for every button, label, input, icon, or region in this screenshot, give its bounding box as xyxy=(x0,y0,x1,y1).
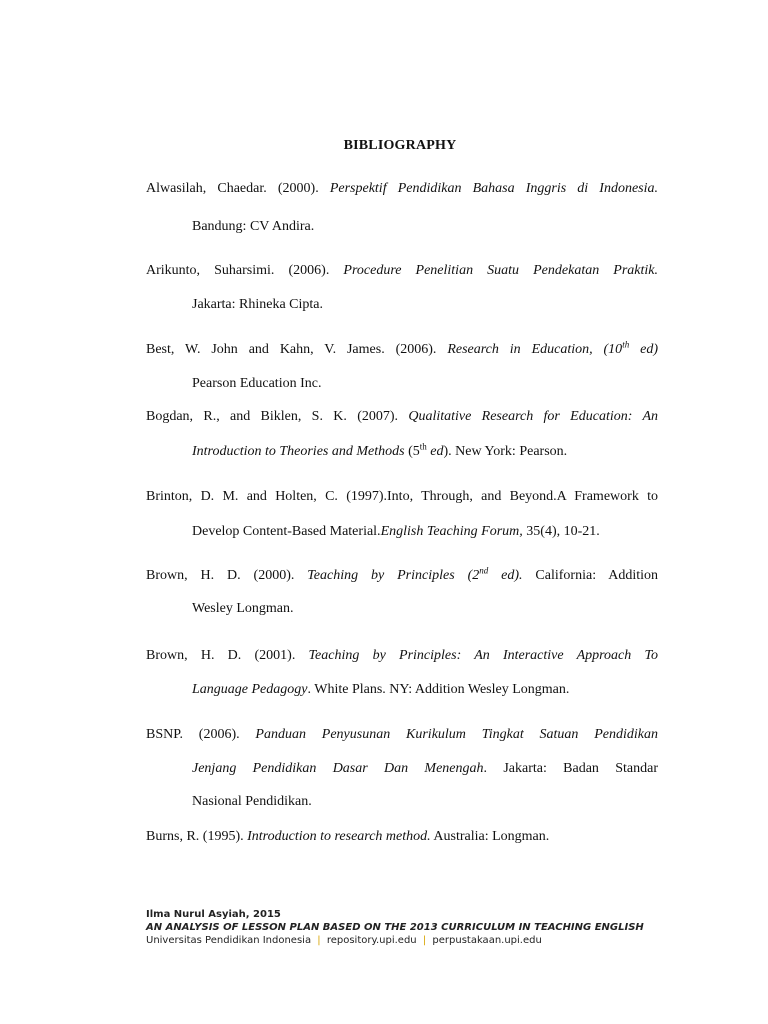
bib-entry-bsnp-cont: Jenjang Pendidikan Dasar Dan Menengah. Jakarta: Badan Standar xyxy=(192,761,658,776)
bib-entry-burns: Burns, R. (1995). Introduction to research method. Australia: Longman. xyxy=(146,829,550,844)
bib-entry-bogdan xyxy=(146,408,658,426)
bib-entry-arikunto-cont: Jakarta: Rhineka Cipta. xyxy=(192,297,324,312)
entry-author-year: Bogdan, R., and Biklen, S. K. (2007). xyxy=(146,409,409,424)
footer-repository-link[interactable]: repository.upi.edu xyxy=(326,935,417,946)
bib-entry-bsnp-cont2: Nasional Pendidikan. xyxy=(192,794,312,809)
bib-entry-alwasilah xyxy=(146,180,658,198)
entry-title: Procedure Penelitian Suatu Pendekatan Praktik. xyxy=(343,263,658,278)
entry-title: Research in Education, (10th ed) xyxy=(447,339,658,357)
page-footer xyxy=(146,908,644,947)
bib-entry-brown-2001 xyxy=(146,647,658,665)
bib-entry-alwasilah-cont: Bandung: CV Andira. xyxy=(192,219,315,234)
entry-title: Teaching by Principles: An Interactive Approach To xyxy=(308,648,658,663)
entry-author-year: Best, W. John and Kahn, V. James. (2006). xyxy=(146,342,448,357)
footer-author: Ilma Nurul Asyiah, 2015 xyxy=(146,909,281,920)
bib-entry-brinton-cont: Develop Content-Based Material.English Teaching Forum, 35(4), 10-21. xyxy=(192,524,600,539)
entry-title: Perspektif Pendidikan Bahasa Inggris di Indonesia. xyxy=(329,181,658,196)
entry-title: Panduan Penyusunan Kurikulum Tingkat Satuan Pendidikan xyxy=(255,727,658,742)
entry-author-year: BSNP. (2006). xyxy=(146,727,256,742)
footer-thesis-title: AN ANALYSIS OF LESSON PLAN BASED ON THE 2013 CURRICULUM IN TEACHING ENGLISH xyxy=(146,922,644,933)
footer-links xyxy=(146,934,644,947)
bib-entry-brown-2000-cont: Wesley Longman. xyxy=(192,601,294,616)
bib-entry-brown-2001-cont: Language Pedagogy. White Plans. NY: Addition Wesley Longman. xyxy=(192,682,570,697)
footer-separator: | xyxy=(422,935,427,946)
entry-author-year: Arikunto, Suharsimi. (2006). xyxy=(146,263,344,278)
footer-university: Universitas Pendidikan Indonesia xyxy=(146,935,312,946)
entry-author-year: Alwasilah, Chaedar. (2000). xyxy=(146,181,330,196)
entry-title: Qualitative Research for Education: An xyxy=(408,409,658,424)
bib-entry-bsnp xyxy=(146,726,658,744)
bib-entry-brown-2000: Brown, H. D. (2000). Teaching by Principles (2nd ed). California: Addition xyxy=(146,565,658,583)
entry-author-year: Brown, H. D. (2000). xyxy=(146,568,308,583)
bib-entry-best-cont: Pearson Education Inc. xyxy=(192,376,322,391)
bib-entry-bogdan-cont: Introduction to Theories and Methods (5th ed). New York: Pearson. xyxy=(192,441,568,459)
footer-library-link[interactable]: perpustakaan.upi.edu xyxy=(432,935,542,946)
entry-title: Introduction to research method. xyxy=(247,829,431,844)
page-title: BIBLIOGRAPHY xyxy=(343,138,457,153)
entry-author-year: Burns, R. (1995). xyxy=(146,829,248,844)
bib-entry-best xyxy=(146,341,658,359)
footer-separator: | xyxy=(317,935,321,946)
bib-entry-arikunto xyxy=(146,262,658,280)
entry-title: Teaching by Principles (2nd ed). xyxy=(307,565,523,583)
entry-author-year: Brown, H. D. (2001). xyxy=(146,648,309,663)
bib-entry-brinton: Brinton, D. M. and Holten, C. (1997).Into, Through, and Beyond.A Framework to xyxy=(146,489,658,504)
